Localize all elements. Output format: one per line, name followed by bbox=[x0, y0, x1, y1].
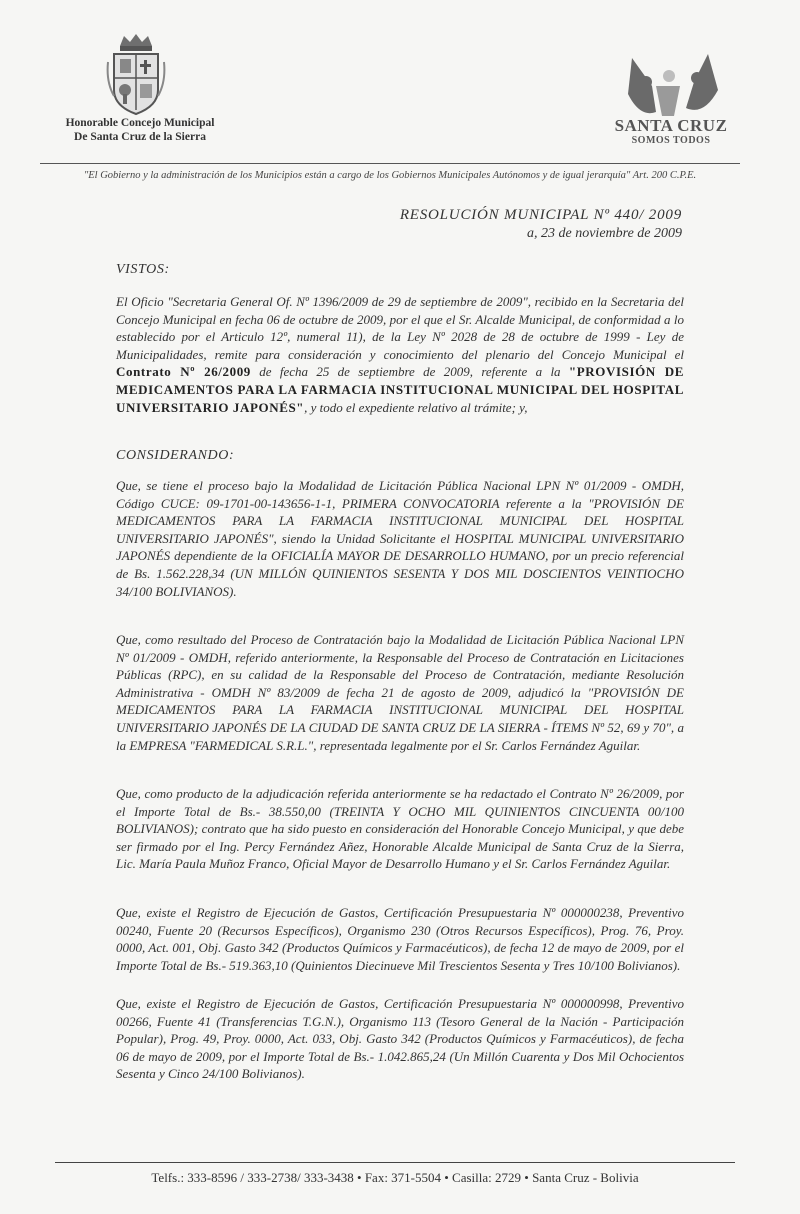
vistos-heading: VISTOS: bbox=[116, 262, 170, 277]
vistos-text-a: El Oficio "Secretaria General Of. Nº 1396/2009 de 29 de septiembre de 2009", recibido en la Secretaria del Concejo Municipal en fecha 06 de octubre de 2009, por el que el Sr. Alcalde Municipal, de conformidad a lo establecido por el Articulo 12º, numeral 11), de la Ley Nº 2028 de 28 de octubre de 1999 - Ley de Municipalidades, remite para consideración y conocimiento del plenario del Concejo Municipal el bbox=[116, 294, 684, 362]
council-name-line2: De Santa Cruz de la Sierra bbox=[74, 131, 206, 143]
vistos-contract-subject: "PROVISIÓN DE MEDICAMENTOS PARA LA FARMACIA INSTITUCIONAL MUNICIPAL DEL HOSPITAL UNIVERSITARIO JAPONÉS" bbox=[116, 364, 684, 415]
considerando-paragraph-3: Que, como producto de la adjudicación referida anteriormente se ha redactado el Contrato Nº 26/2009, por el Importe Total de Bs.- 38.550,00 (TREINTA Y OCHO MIL QUINIENTOS CINCUENTA 00/100 BOLIVIANOS); contrato que ha sido puesto en consideración del Honorable Concejo Municipal, y que debe ser firmado por el Ing. Percy Fernández Añez, Honorable Alcalde Municipal de Santa Cruz de la Sierra, Lic. María Paula Muñoz Franco, Oficial Mayor de Desarrollo Humano y el Sr. Carlos Fernández Aguilar. bbox=[116, 786, 684, 872]
footer-contact: Telfs.: 333-8596 / 333-2738/ 333-3438 • Fax: 371-5504 • Casilla: 2729 • Santa Cruz - Bolivia bbox=[151, 1170, 639, 1185]
considerando-paragraph-2: Que, como resultado del Proceso de Contratación bajo la Modalidad de Licitación Pública Nacional LPN Nº 01/2009 - OMDH, referido anteriormente, la Responsable del Proceso de Contratación en Licitaciones Públicas (RPC), en su calidad de la Responsable del Proceso de Contratación, mediante Resolución Administrativa - OMDH Nº 83/2009 de fecha 21 de agosto de 2009, adjudicó la "PROVISIÓN DE MEDICAMENTOS PARA LA FARMACIA INSTITUCIONAL MUNICIPAL DEL HOSPITAL UNIVERSITARIO JAPONÉS DE LA CIUDAD DE SANTA CRUZ DE LA SIERRA - ÍTEMS Nº 52, 69 y 70", a la EMPRESA "FARMEDICAL S.R.L.", representada legalmente por el Sr. Carlos Fernández Aguilar. bbox=[116, 632, 684, 753]
footer-divider bbox=[55, 1162, 735, 1163]
brand-slogan: SOMOS TODOS bbox=[631, 135, 711, 146]
header-quote: "El Gobierno y la administración de los Municipios están a cargo de los Gobiernos Municipales Autónomos y de igual jerarquía" Art. 200 C.P.E. bbox=[83, 170, 697, 181]
vistos-contract-number: Contrato Nº 26/2009 bbox=[116, 364, 251, 380]
resolution-title: RESOLUCIÓN MUNICIPAL Nº 440/ 2009 bbox=[399, 207, 682, 223]
vistos-paragraph bbox=[116, 293, 684, 416]
considerando-heading: CONSIDERANDO: bbox=[116, 448, 235, 463]
considerando-paragraph-5: Que, existe el Registro de Ejecución de Gastos, Certificación Presupuestaria Nº 000000998, Preventivo 00266, Fuente 41 (Transferencias T.G.N.), Organismo 113 (Tesoro General de la Nación - Participación Popular), Prog. 49, Proy. 0000, Act. 033, Obj. Gasto 342 (Productos Químicos y Farmacéuticos), de fecha 06 de mayo de 2009, por el Importe Total de Bs.- 1.042.865,24 (Un Millón Cuarenta y Dos Mil Ochocientos Sesenta y Cinco 24/100 Bolivianos). bbox=[116, 996, 684, 1082]
considerando-paragraph-4: Que, existe el Registro de Ejecución de Gastos, Certificación Presupuestaria Nº 000000238, Preventivo 00240, Fuente 20 (Recursos Específicos), Organismo 230 (Otros Recursos Específicos), Prog. 76, Proy. 0000, Act. 001, Obj. Gasto 342 (Productos Químicos y Farmacéuticos), de fecha 12 de mayo de 2009, por el Importe Total de Bs.- 519.363,10 (Quinientos Diecinueve Mil Trescientos Sesenta y Tres 10/100 Bolivianos). bbox=[116, 905, 684, 973]
considerando-paragraph-1: Que, se tiene el proceso bajo la Modalidad de Licitación Pública Nacional LPN Nº 01/2009 - OMDH, Código CUCE: 09-1701-00-143656-1-1, PRIMERA CONVOCATORIA referente a la "PROVISIÓN DE MEDICAMENTOS PARA LA FARMACIA INSTITUCIONAL MUNICIPAL DEL HOSPITAL UNIVERSITARIO JAPONÉS", siendo la Unidad Solicitante el HOSPITAL MUNICIPAL UNIVERSITARIO JAPONÉS dependiente de la OFICIALÍA MAYOR DE DESARROLLO HUMANO, por un precio referencial de Bs. 1.562.228,34 (UN MILLÓN QUINIENTOS SESENTA Y DOS MIL DOSCIENTOS VEINTIOCHO 34/100 BOLIVIANOS). bbox=[116, 478, 684, 599]
council-name-line1: Honorable Concejo Municipal bbox=[65, 117, 215, 129]
resolution-date: a, 23 de noviembre de 2009 bbox=[527, 226, 682, 241]
vistos-text-b: de fecha 25 de septiembre de 2009, referente a la bbox=[250, 364, 569, 380]
brand-name: SANTA CRUZ bbox=[614, 116, 728, 135]
vistos-text-c: , y todo el expediente relativo al trámite; y, bbox=[304, 399, 528, 415]
header-divider bbox=[40, 163, 740, 164]
council-name bbox=[40, 116, 240, 144]
coat-of-arms-icon bbox=[106, 32, 166, 118]
